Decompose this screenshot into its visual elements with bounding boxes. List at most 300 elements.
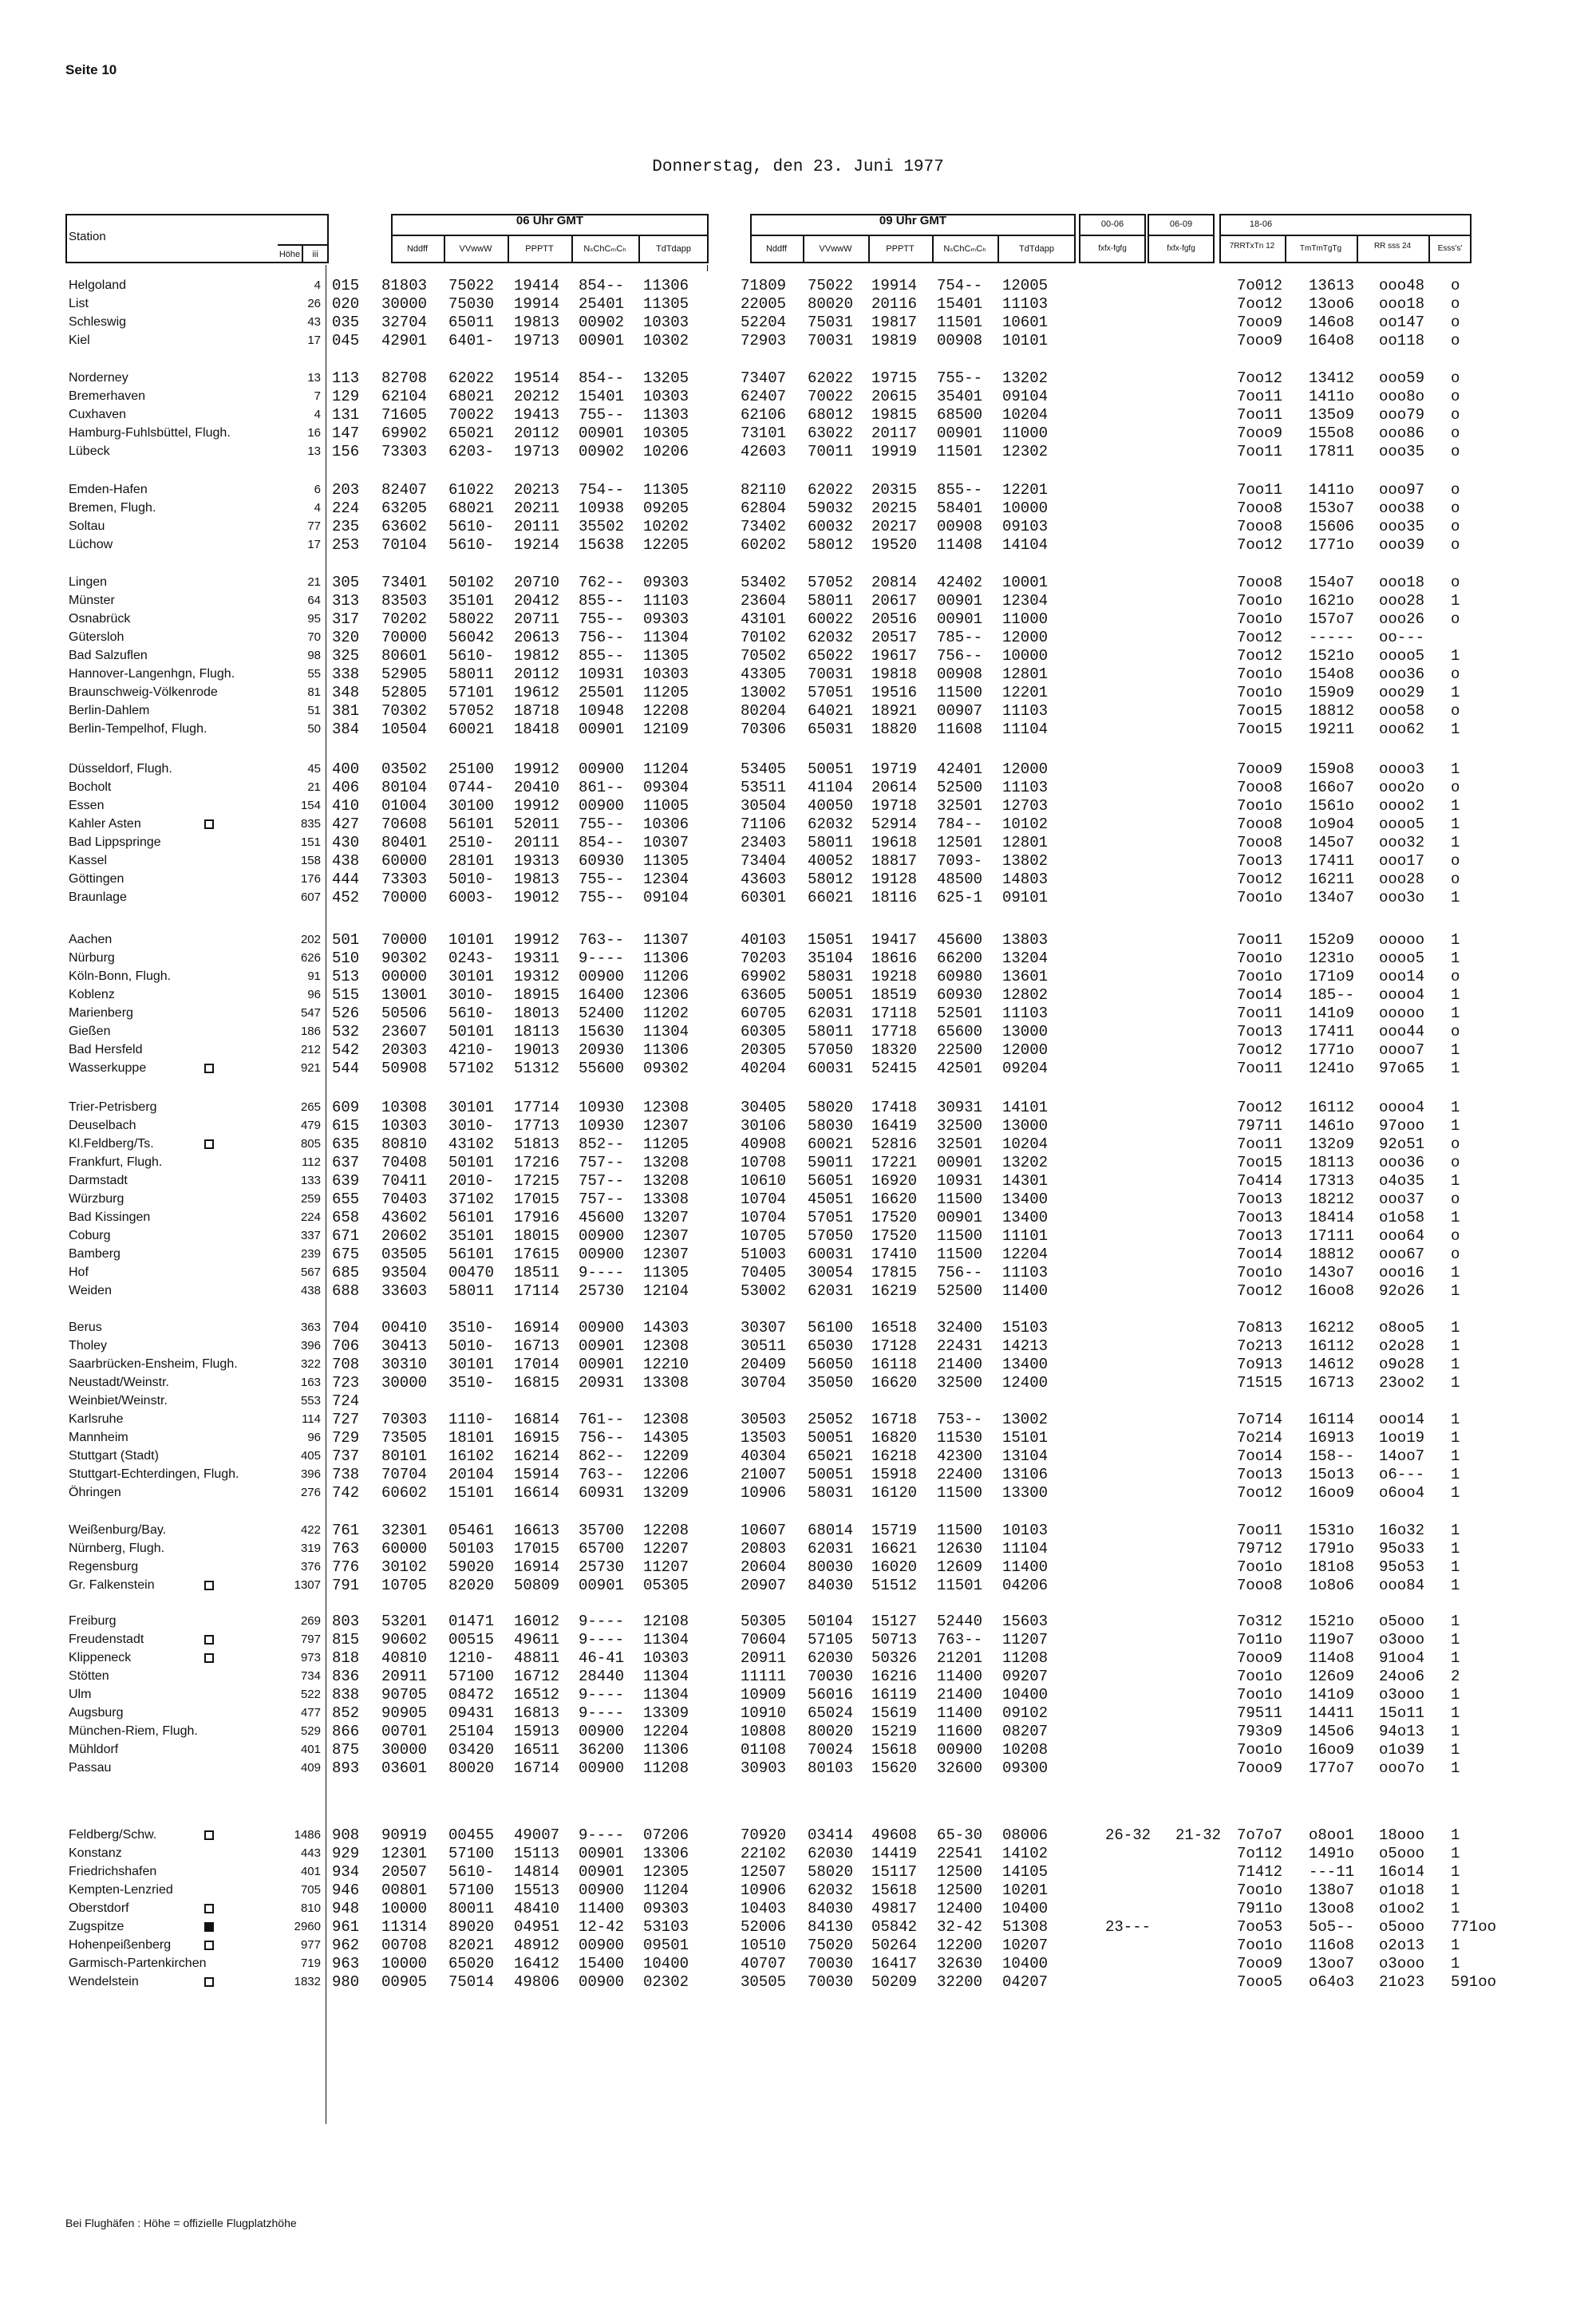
obs09-group: 16620 xyxy=(871,1190,918,1208)
snow-group: 1 xyxy=(1451,1704,1460,1722)
temp-extremes: 16913 xyxy=(1309,1429,1355,1447)
precip-24: ooo37 xyxy=(1379,1190,1425,1208)
group-7rr: 7oo1o xyxy=(1237,1558,1283,1576)
obs09-group: 57105 xyxy=(808,1631,854,1649)
precip-24: 95o53 xyxy=(1379,1558,1425,1576)
station-name: Trier-Petrisberg xyxy=(69,1100,157,1114)
station-height: 163 xyxy=(300,1376,321,1389)
obs06-group: 13209 xyxy=(643,1484,689,1502)
temp-extremes: 171o9 xyxy=(1309,968,1355,985)
obs09-group: 12000 xyxy=(1002,1041,1049,1059)
obs06-group: 80101 xyxy=(381,1447,428,1465)
obs09-group: 82110 xyxy=(741,481,787,499)
obs06-group: 16914 xyxy=(514,1558,560,1576)
station-index: 427 xyxy=(332,815,360,833)
obs06-group: 5610- xyxy=(448,647,495,665)
obs09-group: 18519 xyxy=(871,986,918,1004)
precip-24: 91oo4 xyxy=(1379,1649,1425,1667)
obs09-group: 18820 xyxy=(871,721,918,738)
station-height: 443 xyxy=(300,1846,321,1860)
period1-sub: fxfx-fgfg xyxy=(1098,244,1127,253)
group-7rr: 7oo11 xyxy=(1237,931,1283,949)
obs06-group: 11306 xyxy=(643,950,689,967)
station-height: 805 xyxy=(300,1137,321,1151)
temp-extremes: 145o6 xyxy=(1309,1723,1355,1740)
obs09-group: 40707 xyxy=(741,1955,787,1972)
obs06-group: 10101 xyxy=(448,931,495,949)
obs06-group: 15913 xyxy=(514,1723,560,1740)
obs06-group: 30101 xyxy=(448,1356,495,1373)
obs06-group: 17114 xyxy=(514,1282,560,1300)
obs09-group: 10207 xyxy=(1002,1937,1049,1954)
obs09-group: 09104 xyxy=(1002,388,1049,405)
table-row xyxy=(0,313,1596,332)
obs09-group: 70604 xyxy=(741,1631,787,1649)
station-name: Osnabrück xyxy=(69,612,131,626)
obs06-group: 00900 xyxy=(579,1227,625,1245)
precip-24: 23oo2 xyxy=(1379,1374,1425,1392)
obs06-group: 18511 xyxy=(514,1264,560,1281)
obs09-group: 17418 xyxy=(871,1099,918,1116)
obs09-group: 65600 xyxy=(937,1023,983,1040)
obs09-group: 63605 xyxy=(741,986,787,1004)
obs06-group: 11303 xyxy=(643,406,689,424)
obs09-group: 21007 xyxy=(741,1466,787,1483)
obs06-group: 13306 xyxy=(643,1845,689,1862)
obs06-group: 10302 xyxy=(643,332,689,349)
snow-group: 1 xyxy=(1451,1282,1460,1300)
obs09-group: 00901 xyxy=(937,424,983,442)
temp-extremes: 138o7 xyxy=(1309,1881,1355,1899)
obs09-group: 18817 xyxy=(871,852,918,870)
obs06-group: 50506 xyxy=(381,1005,428,1022)
temp-extremes: 159o9 xyxy=(1309,684,1355,701)
group-7rr: 7o012 xyxy=(1237,277,1283,294)
snow-group: o xyxy=(1451,574,1460,591)
precip-24: ooo58 xyxy=(1379,702,1425,720)
obs09-group: 23403 xyxy=(741,834,787,851)
station-name: Wasserkuppe xyxy=(69,1061,147,1075)
obs06-group: 10303 xyxy=(643,388,689,405)
group-7rr: 79511 xyxy=(1237,1704,1283,1722)
obs09-group: 60980 xyxy=(937,968,983,985)
precip-24: 14oo7 xyxy=(1379,1447,1425,1465)
table-row xyxy=(0,1171,1596,1190)
precip-24: 95o33 xyxy=(1379,1540,1425,1558)
obs09-group: 10208 xyxy=(1002,1741,1049,1759)
group-7rr: 7oo12 xyxy=(1237,369,1283,387)
obs09-group: 16620 xyxy=(871,1374,918,1392)
table-row xyxy=(0,1465,1596,1484)
snow-group: 1 xyxy=(1451,1900,1460,1917)
precip-24: o2o28 xyxy=(1379,1337,1425,1355)
obs06-group: 12208 xyxy=(643,1522,689,1539)
obs09-group: 62804 xyxy=(741,499,787,517)
precip-24: ooo18 xyxy=(1379,295,1425,313)
temp-extremes: ----- xyxy=(1309,629,1355,646)
temp-extremes: 134o7 xyxy=(1309,889,1355,906)
station-height: 977 xyxy=(300,1938,321,1952)
obs09-group: 19516 xyxy=(871,684,918,701)
obs06-group: 52400 xyxy=(579,1005,625,1022)
obs06-group: 49806 xyxy=(514,1973,560,1991)
obs06-group: 93504 xyxy=(381,1264,428,1281)
station-height: 239 xyxy=(300,1247,321,1261)
obs06-group: 13208 xyxy=(643,1154,689,1171)
obs09-group: 70102 xyxy=(741,629,787,646)
obs09-group: 58012 xyxy=(808,871,854,888)
table-row xyxy=(0,1649,1596,1668)
obs06-group: 09303 xyxy=(643,610,689,628)
precip-24: ooo14 xyxy=(1379,968,1425,985)
obs09-group: 65022 xyxy=(808,647,854,665)
obs09-group: 20305 xyxy=(741,1041,787,1059)
obs09-group: 10705 xyxy=(741,1227,787,1245)
temp-extremes: 1531o xyxy=(1309,1522,1355,1539)
obs06-group: 00900 xyxy=(579,968,625,985)
table-row xyxy=(0,1004,1596,1023)
group-7rr: 7ooo9 xyxy=(1237,760,1283,778)
station-index: 542 xyxy=(332,1041,360,1059)
snow-group: 1 xyxy=(1451,592,1460,610)
temp-extremes: 114o8 xyxy=(1309,1649,1355,1667)
obs06-group: 11005 xyxy=(643,797,689,815)
group-7rr: 7o214 xyxy=(1237,1429,1283,1447)
obs09-group: 32200 xyxy=(937,1973,983,1991)
obs06-group: 19812 xyxy=(514,647,560,665)
obs09-group: 65024 xyxy=(808,1704,854,1722)
station-index: 515 xyxy=(332,986,360,1004)
temp-extremes: 1521o xyxy=(1309,1613,1355,1630)
obs06-group: 11305 xyxy=(643,852,689,870)
precip-24: o6--- xyxy=(1379,1466,1425,1483)
snow-group: 1 xyxy=(1451,721,1460,738)
station-height: 477 xyxy=(300,1706,321,1720)
obs06-group: 12307 xyxy=(643,1117,689,1135)
snow-group: 1 xyxy=(1451,1522,1460,1539)
obs09-group: 17128 xyxy=(871,1337,918,1355)
obs06-group: 13308 xyxy=(643,1374,689,1392)
obs06-group: 70303 xyxy=(381,1411,428,1428)
obs06-group: 90905 xyxy=(381,1704,428,1722)
obs06-group: 9---- xyxy=(579,1826,625,1844)
open-square-icon xyxy=(204,1977,214,1987)
snow-group: 1 xyxy=(1451,1741,1460,1759)
obs09-group: 40052 xyxy=(808,852,854,870)
obs09-group: 40050 xyxy=(808,797,854,815)
table-row xyxy=(0,1410,1596,1429)
obs09-group: 60930 xyxy=(937,986,983,1004)
group-7rr: 7oo12 xyxy=(1237,1484,1283,1502)
station-name: Passau xyxy=(69,1761,112,1775)
obs09-group: 62022 xyxy=(808,481,854,499)
station-height: 835 xyxy=(300,817,321,831)
precip-24: ooo48 xyxy=(1379,277,1425,294)
b09-pppt: PPPTT xyxy=(886,244,915,254)
obs09-group: 15618 xyxy=(871,1741,918,1759)
group-7rr: 79712 xyxy=(1237,1540,1283,1558)
obs06-group: 12210 xyxy=(643,1356,689,1373)
precip-24: ooo62 xyxy=(1379,721,1425,738)
obs06-group: 10303 xyxy=(643,314,689,331)
station-name: Hannover-Langenhgn, Flugh. xyxy=(69,667,235,681)
obs09-group: 20803 xyxy=(741,1540,787,1558)
snow-group: 1 xyxy=(1451,1881,1460,1899)
table-row xyxy=(0,1972,1596,1992)
obs09-group: 18921 xyxy=(871,702,918,720)
obs09-group: 13000 xyxy=(1002,1023,1049,1040)
table-row xyxy=(0,701,1596,721)
obs06-group: 63602 xyxy=(381,518,428,535)
obs09-group: 52501 xyxy=(937,1005,983,1022)
obs06-group: 00900 xyxy=(579,1937,625,1954)
obs06-group: 70704 xyxy=(381,1466,428,1483)
obs06-group: 16512 xyxy=(514,1686,560,1704)
precip-24: ooo14 xyxy=(1379,1411,1425,1428)
b09-ns: NₛChCₘCₕ xyxy=(943,244,986,254)
obs06-group: 13205 xyxy=(643,369,689,387)
obs06-group: 15513 xyxy=(514,1881,560,1899)
obs06-group: 03601 xyxy=(381,1759,428,1777)
group-7rr: 7ooo9 xyxy=(1237,424,1283,442)
obs09-group: 11400 xyxy=(937,1668,983,1685)
obs06-group: 16012 xyxy=(514,1613,560,1630)
obs06-group: 70000 xyxy=(381,889,428,906)
obs09-group: 57050 xyxy=(808,1041,854,1059)
station-index: 235 xyxy=(332,518,360,535)
obs06-group: 10931 xyxy=(579,665,625,683)
station-name: Freudenstadt xyxy=(69,1633,144,1646)
obs06-group: 10307 xyxy=(643,834,689,851)
obs06-group: 30000 xyxy=(381,1741,428,1759)
obs09-group: 11104 xyxy=(1002,1540,1049,1558)
table-row xyxy=(0,1281,1596,1301)
station-height: 176 xyxy=(300,872,321,886)
obs09-group: 35104 xyxy=(808,950,854,967)
station-index: 430 xyxy=(332,834,360,851)
station-name: Bad Lippspringe xyxy=(69,835,161,849)
obs09-group: 53405 xyxy=(741,760,787,778)
precip-24: o5ooo xyxy=(1379,1845,1425,1862)
obs09-group: 19719 xyxy=(871,760,918,778)
table-row xyxy=(0,1759,1596,1778)
obs06-group: 58022 xyxy=(448,610,495,628)
obs09-group: 13503 xyxy=(741,1429,787,1447)
obs06-group: 10303 xyxy=(643,1649,689,1667)
station-height: 26 xyxy=(307,297,321,310)
obs06-group: 09304 xyxy=(643,779,689,796)
obs06-group: 15113 xyxy=(514,1845,560,1862)
temp-extremes: 153o7 xyxy=(1309,499,1355,517)
station-name: Karlsruhe xyxy=(69,1412,124,1426)
obs09-group: 56100 xyxy=(808,1319,854,1337)
station-name: Norderney xyxy=(69,371,128,385)
obs06-group: 19514 xyxy=(514,369,560,387)
station-index: 742 xyxy=(332,1484,360,1502)
temp-extremes: 16112 xyxy=(1309,1337,1355,1355)
station-height: 55 xyxy=(307,667,321,681)
group-7rr: 7oo12 xyxy=(1237,871,1283,888)
station-height: 98 xyxy=(307,649,321,662)
obs09-group: 70030 xyxy=(808,1668,854,1685)
obs09-group: 69902 xyxy=(741,968,787,985)
obs06-group: 4210- xyxy=(448,1041,495,1059)
temp-extremes: 1771o xyxy=(1309,1041,1355,1059)
obs09-group: 62032 xyxy=(808,815,854,833)
station-index: 526 xyxy=(332,1005,360,1022)
obs09-group: 15618 xyxy=(871,1881,918,1899)
temp-extremes: 13oo6 xyxy=(1309,295,1355,313)
table-row xyxy=(0,442,1596,461)
obs06-group: 16815 xyxy=(514,1374,560,1392)
precip-24: ooo36 xyxy=(1379,1154,1425,1171)
obs09-group: 80020 xyxy=(808,295,854,313)
obs06-group: 73303 xyxy=(381,871,428,888)
snow-group: 1 xyxy=(1451,1826,1460,1844)
obs09-group: 11400 xyxy=(937,1704,983,1722)
b09-tt: TdTdapp xyxy=(1018,244,1055,254)
obs09-group: 49817 xyxy=(871,1900,918,1917)
station-name: Neustadt/Weinstr. xyxy=(69,1376,169,1389)
obs06-group: 11304 xyxy=(643,1686,689,1704)
group-7rr: 7oo1o xyxy=(1237,797,1283,815)
snow-group: 1 xyxy=(1451,986,1460,1004)
obs09-group: 19618 xyxy=(871,834,918,851)
table-row xyxy=(0,1098,1596,1117)
temp-extremes: 154o8 xyxy=(1309,665,1355,683)
obs06-group: 3010- xyxy=(448,986,495,1004)
obs06-group: 75014 xyxy=(448,1973,495,1991)
snow-group: o xyxy=(1451,536,1460,554)
obs09-group: 50305 xyxy=(741,1613,787,1630)
obs09-group: 35401 xyxy=(937,388,983,405)
obs09-group: 12609 xyxy=(937,1558,983,1576)
obs06-group: 17015 xyxy=(514,1190,560,1208)
obs09-group: 20116 xyxy=(871,295,918,313)
temp-extremes: 126o9 xyxy=(1309,1668,1355,1685)
obs09-group: 51003 xyxy=(741,1246,787,1263)
snow-group: o xyxy=(1451,424,1460,442)
obs06-group: 19311 xyxy=(514,950,560,967)
obs09-group: 12201 xyxy=(1002,684,1049,701)
obs06-group: 35502 xyxy=(579,518,625,535)
obs06-group: 56101 xyxy=(448,1209,495,1226)
station-height: 81 xyxy=(307,685,321,699)
precip-24: oooo3 xyxy=(1379,760,1425,778)
table-row xyxy=(0,1135,1596,1154)
station-index: 313 xyxy=(332,592,360,610)
obs06-group: 20711 xyxy=(514,610,560,628)
obs09-group: 73407 xyxy=(741,369,787,387)
obs09-group: 60301 xyxy=(741,889,787,906)
obs06-group: 80104 xyxy=(381,779,428,796)
group-7rr: 7oo12 xyxy=(1237,295,1283,313)
obs06-group: 53201 xyxy=(381,1613,428,1630)
obs06-group: 03505 xyxy=(381,1246,428,1263)
station-height: 50 xyxy=(307,722,321,736)
table-row xyxy=(0,1226,1596,1246)
obs09-group: 20215 xyxy=(871,499,918,517)
temp-extremes: 132o9 xyxy=(1309,1135,1355,1153)
obs06-group: 854-- xyxy=(579,834,625,851)
obs06-group: 70202 xyxy=(381,610,428,628)
station-name: List xyxy=(69,297,89,310)
obs06-group: 13208 xyxy=(643,1172,689,1190)
obs06-group: 14814 xyxy=(514,1863,560,1881)
station-name: Braunlage xyxy=(69,890,127,904)
precip-24: oooo5 xyxy=(1379,647,1425,665)
obs09-group: 18320 xyxy=(871,1041,918,1059)
obs09-group: 785-- xyxy=(937,629,983,646)
temp-extremes: 1411o xyxy=(1309,388,1355,405)
obs06-group: 19313 xyxy=(514,852,560,870)
obs06-group: 16914 xyxy=(514,1319,560,1337)
station-height: 409 xyxy=(300,1761,321,1775)
obs09-group: 62407 xyxy=(741,388,787,405)
obs09-group: 14419 xyxy=(871,1845,918,1862)
obs09-group: 10102 xyxy=(1002,815,1049,833)
obs06-group: 18013 xyxy=(514,1005,560,1022)
obs06-group: 15101 xyxy=(448,1484,495,1502)
obs06-group: 58011 xyxy=(448,665,495,683)
obs06-group: 00470 xyxy=(448,1264,495,1281)
precip-24: 1oo19 xyxy=(1379,1429,1425,1447)
obs06-group: 19413 xyxy=(514,406,560,424)
obs09-group: 11501 xyxy=(937,1577,983,1594)
station-index: 763 xyxy=(332,1540,360,1558)
station-name: Mühldorf xyxy=(69,1743,119,1756)
obs06-group: 60000 xyxy=(381,852,428,870)
snow-group: 1 xyxy=(1451,931,1460,949)
obs09-group: 15619 xyxy=(871,1704,918,1722)
group-7rr: 7oo11 xyxy=(1237,1005,1283,1022)
obs09-group: 60031 xyxy=(808,1246,854,1263)
obs06-group: 59020 xyxy=(448,1558,495,1576)
obs06-group: 81803 xyxy=(381,277,428,294)
obs09-group: 53002 xyxy=(741,1282,787,1300)
obs09-group: 11400 xyxy=(1002,1558,1049,1576)
obs09-group: 12302 xyxy=(1002,443,1049,460)
obs06-group: 55600 xyxy=(579,1060,625,1077)
obs09-group: 10906 xyxy=(741,1484,787,1502)
station-name: Saarbrücken-Ensheim, Flugh. xyxy=(69,1357,238,1371)
obs09-group: 68012 xyxy=(808,406,854,424)
obs06-group: 755-- xyxy=(579,610,625,628)
p3-sub4: Esss's' xyxy=(1437,244,1463,253)
precip-24: o4o35 xyxy=(1379,1172,1425,1190)
obs06-group: 763-- xyxy=(579,1466,625,1483)
obs06-group: 25104 xyxy=(448,1723,495,1740)
obs06-group: 00515 xyxy=(448,1631,495,1649)
station-height: 21 xyxy=(307,780,321,794)
obs06-group: 852-- xyxy=(579,1135,625,1153)
obs06-group: 10308 xyxy=(381,1099,428,1116)
obs06-group: 09302 xyxy=(643,1060,689,1077)
station-name: Stötten xyxy=(69,1669,109,1683)
station-index: 544 xyxy=(332,1060,360,1077)
station-index: 609 xyxy=(332,1099,360,1116)
snow-group: o xyxy=(1451,968,1460,985)
p3-sub1: 7RRTxTn 12 xyxy=(1229,242,1275,251)
station-name: Friedrichshafen xyxy=(69,1865,157,1878)
group-7rr: 7oo1o xyxy=(1237,684,1283,701)
obs09-group: 11208 xyxy=(1002,1649,1049,1667)
obs09-group: 30106 xyxy=(741,1117,787,1135)
obs06-group: 82021 xyxy=(448,1937,495,1954)
obs09-group: 17221 xyxy=(871,1154,918,1171)
precip-24: o5ooo xyxy=(1379,1613,1425,1630)
temp-extremes: 17313 xyxy=(1309,1172,1355,1190)
